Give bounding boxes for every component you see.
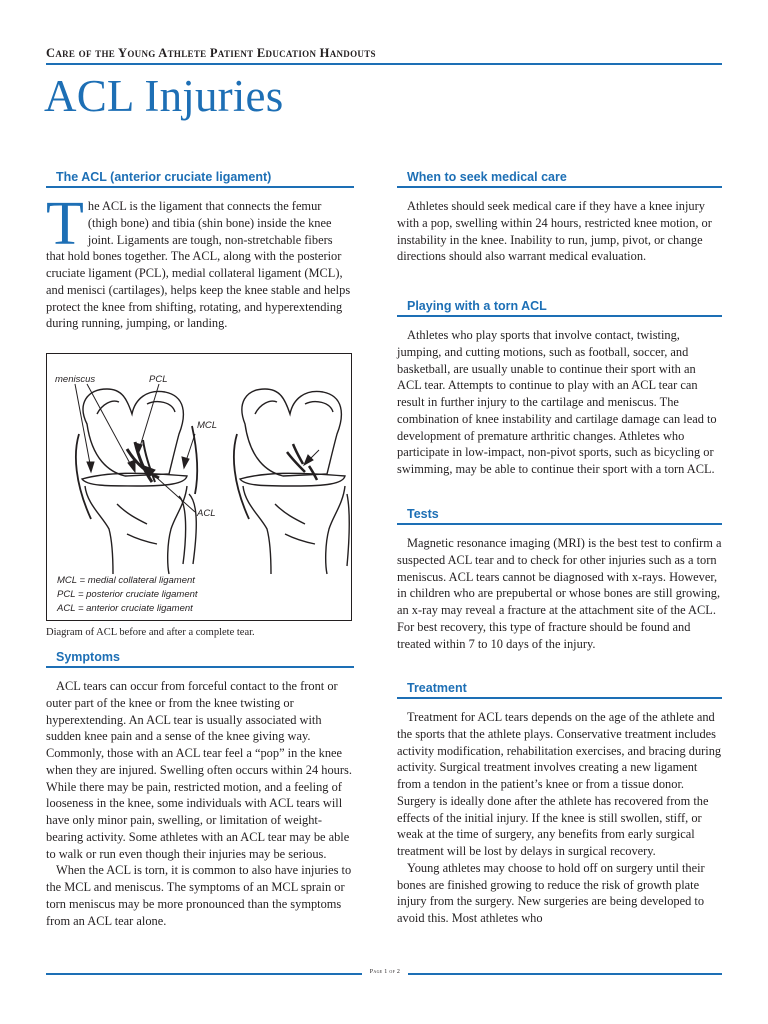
tests-section [397, 507, 722, 652]
label-pcl: PCL [149, 374, 168, 385]
left-column [46, 170, 354, 332]
knee-diagram [46, 353, 352, 621]
playing-body [397, 327, 722, 478]
footer-rule-right [408, 973, 722, 975]
symptoms-paragraph-2: When the ACL is torn, it is common to also have injuries to the MCL and meniscus. The symptoms of an MCL sprain or torn meniscus may be more pronounced than the symptoms from an ACL tear alone. [46, 863, 352, 928]
medical-care-heading: When to seek medical care [397, 170, 722, 188]
series-title: Care of the Young Athlete Patient Education Handouts [46, 46, 376, 60]
right-column [397, 170, 722, 265]
symptoms-section [46, 650, 354, 929]
page-title: ACL Injuries [44, 71, 284, 121]
femur-right [242, 389, 341, 476]
header-rule [46, 63, 722, 65]
medical-care-section [397, 170, 722, 265]
figure-legend [57, 574, 198, 616]
symptoms-body [46, 678, 354, 929]
acl-paragraph: he ACL is the ligament that connects the femur (thigh bone) and tibia (shin bone) inside the knee joint. Ligaments are tough, non-stretchable fibers that hold bones together. The ACL, along with the posterior cruciate ligament (PCL), medial collateral ligament (MCL), and menisci (cartilages), helps keep the knee stable and helps protect the knee from shifting, rotating, and hyperextending during running, jumping, or landing. [46, 199, 351, 331]
label-acl: ACL [197, 508, 216, 519]
tests-body [397, 535, 722, 652]
playing-heading: Playing with a torn ACL [397, 299, 722, 317]
medical-care-paragraph: Athletes should seek medical care if they have a knee injury with a pop, swelling within 24 hours, restricted knee motion, or instability in the knee. Inability to run, jump, pivot, or change directions should also warrant medical evaluation. [397, 199, 712, 264]
acl-section [46, 170, 354, 332]
medical-care-body [397, 198, 722, 265]
legend-item: MCL = medial collateral ligament [57, 575, 195, 586]
legend-item: ACL = anterior cruciate ligament [57, 603, 193, 614]
treatment-section [397, 681, 722, 927]
drop-cap: T [46, 190, 84, 258]
playing-section [397, 299, 722, 478]
symptoms-paragraph-1: ACL tears can occur from forceful contact to the front or outer part of the knee or from the knee twisting or hyperextending. An ACL tear is usually associated with sudden knee pain and a sense of the knee giving way. Commonly, those with an ACL tear feel a “pop” in the knee when they are injured. Swelling often occurs within 24 hours. While there may be pain, restricted motion, and a feeling of looseness in the knee, some individuals with ACL tears will have only minor pain, swelling, or limitation of weight-bearing activity. Some athletes with an ACL tear may be able to walk or run even though their injuries may be serious. [46, 679, 352, 861]
acl-heading: The ACL (anterior cruciate ligament) [46, 170, 354, 188]
acl-body [46, 190, 354, 332]
treatment-paragraph-1: Treatment for ACL tears depends on the age of the athlete and the sports that the athlete plays. Conservative treatment includes activity modification, rehabilitation exercises, and bracing during activity. Surgical treatment involves creating a new ligament from a tendon in the patient’s knee or from a tissue donor. Surgery is ideally done after the athlete has recovered from the effects of the initial injury. If the knee is still swollen, stiff, or weak at the time of surgery, any benefits from early surgical treatment will be lost by delays in surgical recovery. [397, 710, 722, 858]
symptoms-heading: Symptoms [46, 650, 354, 668]
footer-rule-left [46, 973, 362, 975]
figure-caption: Diagram of ACL before and after a complete tear. [46, 627, 255, 638]
page-number: Page 1 of 2 [369, 969, 401, 975]
tests-paragraph: Magnetic resonance imaging (MRI) is the best test to confirm a suspected ACL tear and to check for other injuries such as a torn meniscus. ACL tears cannot be diagnosed with x-rays. However, in children who are prepubertal or whose bones are still growing, an x-ray may reveal a fracture at the attachment site of the ACL. For best recovery, this type of fracture should be found and treated within 7 to 10 days of the injury. [397, 536, 722, 651]
treatment-paragraph-2: Young athletes may choose to hold off on surgery until their bones are finished growing to reduce the risk of growth plate injury from the surgery. New surgeries are being developed to avoid this. Most athletes who [397, 860, 705, 925]
label-mcl: MCL [197, 420, 218, 431]
tibia-right [243, 486, 345, 574]
tests-heading: Tests [397, 507, 722, 525]
legend-item: PCL = posterior cruciate ligament [57, 589, 198, 600]
tibia-left [85, 486, 187, 574]
treatment-body [397, 709, 722, 927]
treatment-heading: Treatment [397, 681, 722, 699]
playing-paragraph: Athletes who play sports that involve contact, twisting, jumping, and cutting motions, such as football, soccer, and basketball, are usually unable to continue their sport with an ACL tear. Attempts to continue to play with an ACL tear can result in further injury to the cartilage and meniscus. The combination of knee instability and cartilage damage can lead to development of premature arthritic changes. Athletes who participate in low-impact, non-pivot sports, such as bicycling or swimming, may be able to continue their sport with a torn ACL. [397, 328, 717, 476]
label-meniscus: meniscus [55, 374, 96, 385]
